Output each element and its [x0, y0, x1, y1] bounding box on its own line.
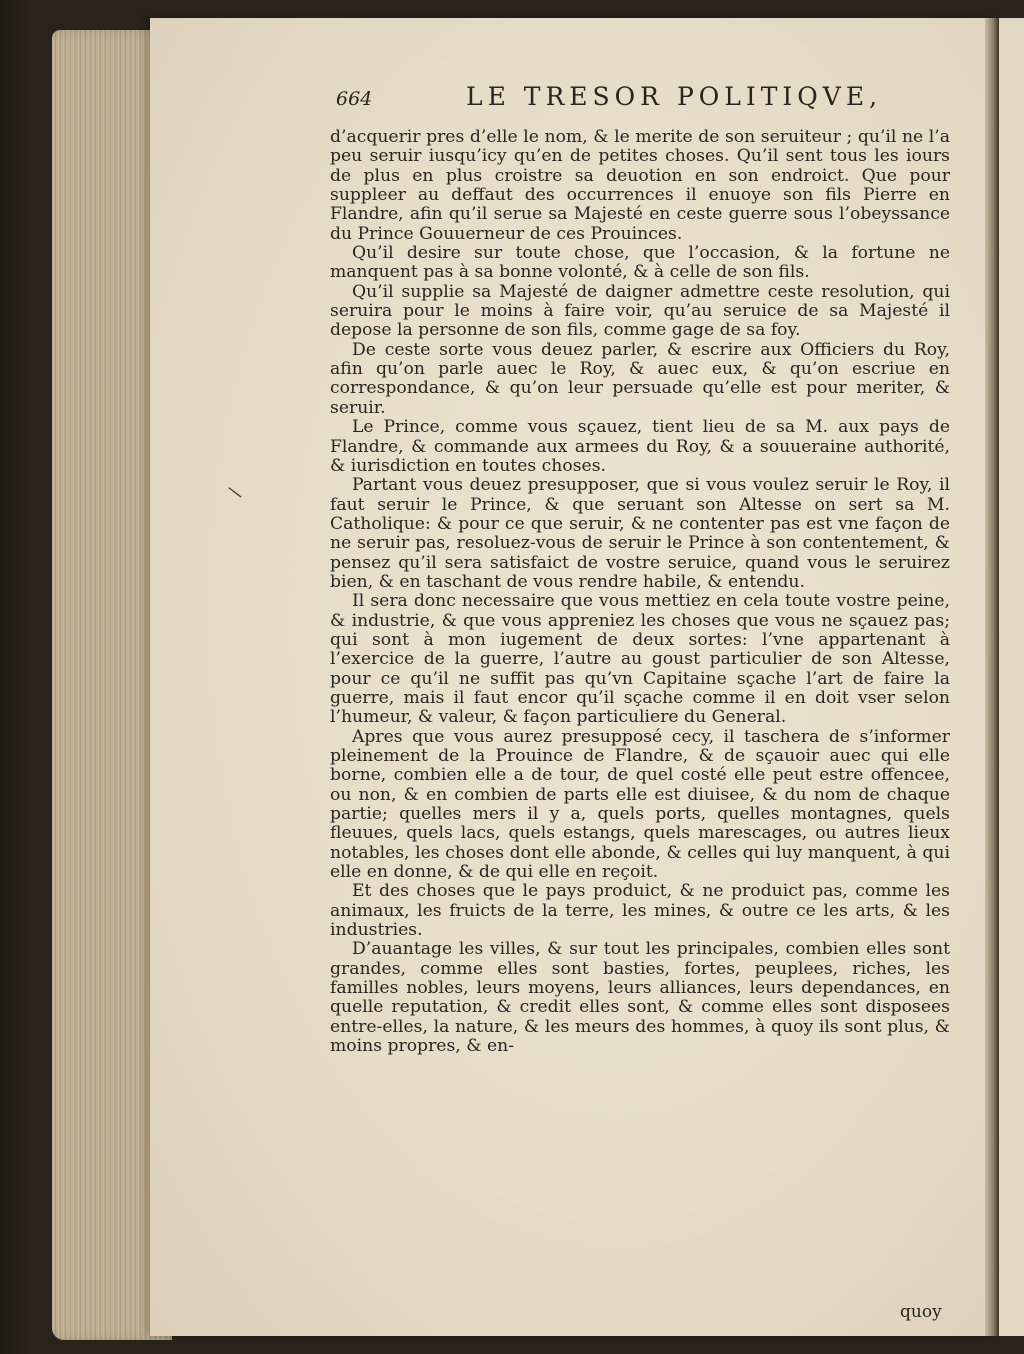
- paragraph: Partant vous deuez presupposer, que si vous voulez seruir le Roy, il faut seruir le Prince, & que seruant son Altesse on sert sa M. Catholique: & pour ce que seruir, & ne contenter pas est vne façon de ne seruir pas, resoluez-vous de seruir le Prince à son contentement, & pensez qu’il sera satisfaict de vostre seruice, quand vous le seruirez bien, & en taschant de vous rendre habile, & entendu.: [330, 475, 950, 592]
- paragraph: Qu’il desire sur toute chose, que l’occasion, & la fortune ne manquent pas à sa bonne volonté, & à celle de son fils.: [330, 243, 950, 283]
- running-title: LE TRESOR POLITIQVE,: [466, 82, 883, 111]
- paragraph: Il sera donc necessaire que vous mettiez en cela toute vostre peine, & industrie, & que vous appreniez les choses que vous ne sçauez pas; qui sont à mon iugement de deux sortes: l’vne appartenant à l’exercice de la guerre, l’autre au goust particulier de son Altesse, pour ce qu’il ne suffit pas qu’vn Capitaine sçache l’art de faire la guerre, mais il faut encor qu’il sçache comme il en doit vser selon l’humeur, & valeur, & façon particuliere du General.: [330, 591, 950, 728]
- paragraph: Et des choses que le pays produict, & ne produict pas, comme les animaux, les fruicts de la terre, les mines, & outre ce les arts, & les industries.: [330, 881, 950, 941]
- paragraph: D’auantage les villes, & sur tout les principales, combien elles sont grandes, comme elles sont basties, fortes, peuplees, riches, les familles nobles, leurs moyens, leurs alliances, leurs dependances, en quelle reputation, & credit elles sont, & comme elles sont disposees entre-elles, la nature, & les meurs des hommes, à quoy ils sont plus, & moins propres, & en-: [330, 939, 950, 1057]
- page-number: 664: [336, 88, 373, 110]
- catchword: quoy: [900, 1302, 942, 1322]
- page-header: [336, 80, 896, 120]
- paragraph: Le Prince, comme vous sçauez, tient lieu de sa M. aux pays de Flandre, & commande aux armees du Roy, & a souueraine authorité, & iurisdiction en toutes choses.: [330, 417, 950, 476]
- paragraph: Qu’il supplie sa Majesté de daigner admettre ceste resolution, qui seruira pour le moins à faire voir, qu’au seruice de sa Majesté il depose la personne de son fils, comme gage de sa foy.: [330, 281, 950, 341]
- stray-mark-icon: \: [226, 482, 244, 503]
- body-text: [330, 128, 950, 1057]
- paragraph: Apres que vous aurez presupposé cecy, il taschera de s’informer pleinement de la Prouince de Flandre, & de sçauoir auec qui elle borne, combien elle a de tour, de quel costé elle peut estre offencee, ou non, & en combien de parts elle est diuisee, & du nom de chaque partie; quelles mers il y a, quels ports, quelles montagnes, quels fleuues, quels lacs, quels estangs, quels marescages, ou autres lieux notables, les choses dont elle abonde, & celles qui luy manquent, à qui elle en donne, & de qui elle en reçoit.: [330, 726, 950, 883]
- book-gutter: [985, 18, 999, 1336]
- paragraph: d’acquerir pres d’elle le nom, & le merite de son seruiteur ; qu’il ne l’a peu seruir iusqu’icy qu’en de petites choses. Qu’il sent tous les iours de plus en plus croistre sa deuotion en son endroict. Que pour suppleer au deffaut des occurrences il enuoye son fils Pierre en Flandre, afin qu’il serue sa Majesté en ceste guerre sous l’obeyssance du Prince Gouuerneur de ces Prouinces.: [330, 127, 950, 244]
- right-page-edge: [999, 18, 1024, 1336]
- paragraph: De ceste sorte vous deuez parler, & escrire aux Officiers du Roy, afin qu’on parle auec le Roy, & auec eux, & qu’on escriue en correspondance, & qu’on leur persuade qu’elle est pour meriter, & seruir.: [330, 339, 950, 418]
